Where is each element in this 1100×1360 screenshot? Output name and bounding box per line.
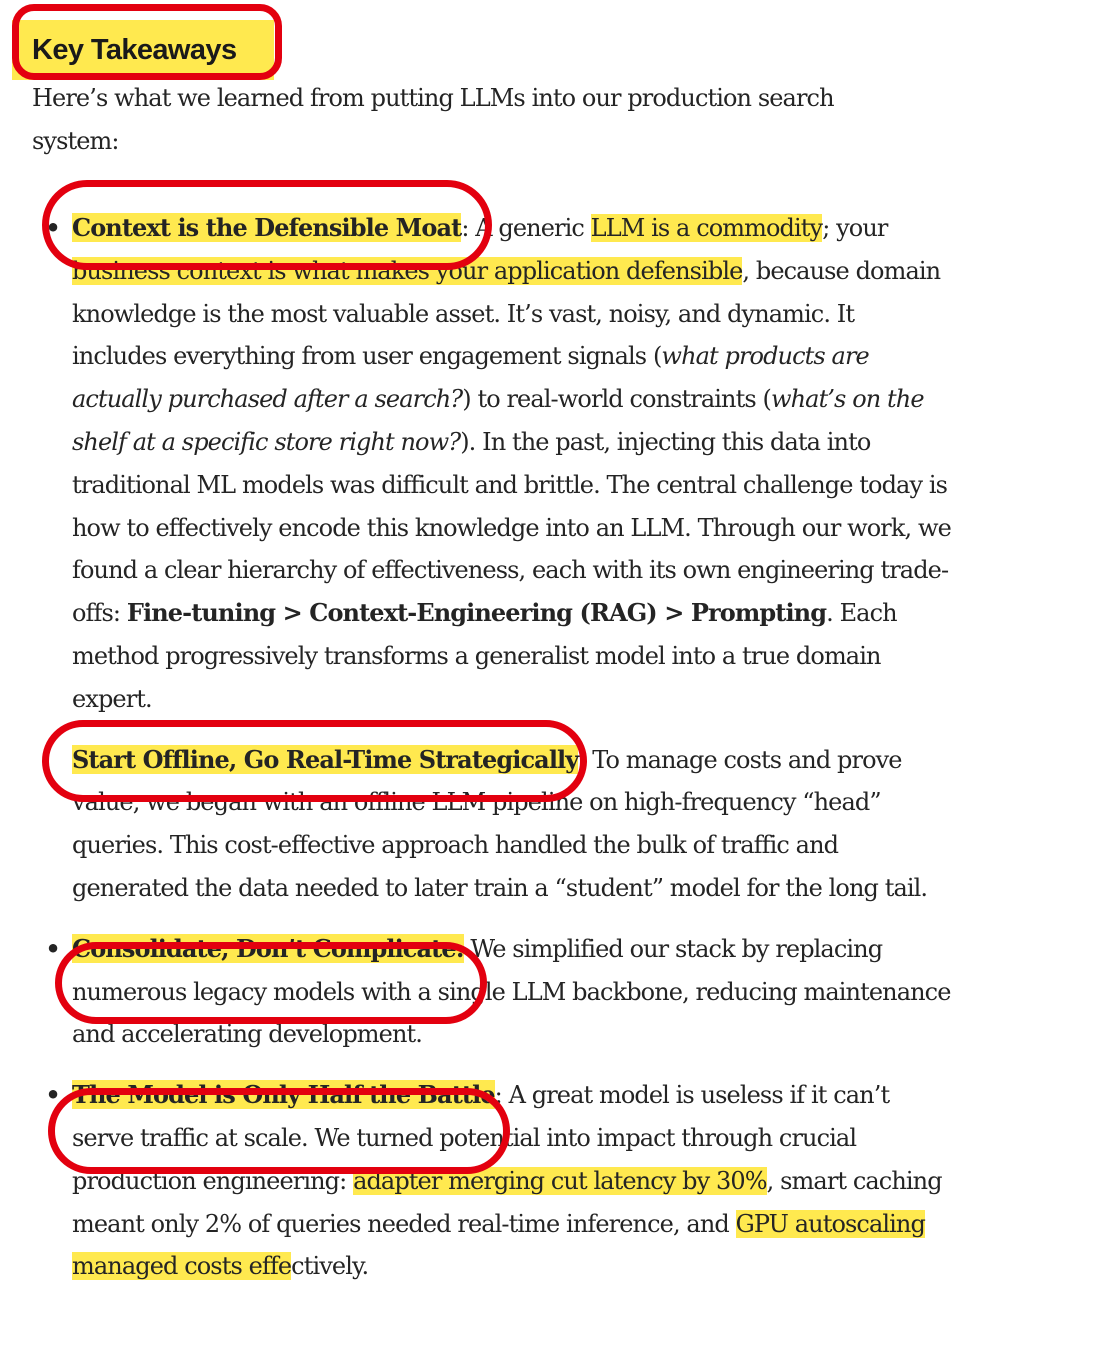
takeaway-text: To manage costs and prove value, we began with an offline LLM pipeline on high-frequency “head” queries. This cost-effective approach handled the bulk of traffic and generated the data needed to later train a “student” model for the long tail. [72,745,928,902]
heading-block [12,6,274,78]
takeaway-lead: The Model is Only Half the Battle [72,1080,495,1110]
intro-paragraph: Here’s what we learned from putting LLMs into our production search system: [32,84,834,155]
takeaway-item-model [45,1074,952,1288]
bullet-icon: • [45,934,61,963]
highlighted-phrase: LLM is a commodity [590,214,823,242]
bullet-icon: • [45,214,61,242]
italic-example: what’s on the shelf at a specific store right now? [72,385,924,456]
takeaways-list [45,207,952,1306]
lead-colon: : [578,745,593,774]
takeaway-text: . Each method progressively transforms a generalist model into a true domain expert. [72,599,897,713]
takeaway-text: ; your [822,214,888,242]
takeaway-lead: Consolidate, Don’t Complicate: [72,933,464,963]
takeaway-lead: Context is the Defensible Moat [72,213,462,242]
lead-colon: : [494,1081,509,1110]
bullet-icon: • [45,1081,61,1110]
takeaway-text: , smart caching meant only 2% of queries needed real-time inference, and [72,1166,942,1238]
lead-colon: : [461,214,476,242]
takeaway-text: A great model is useless if it can’t serve traffic at scale. We turned potential into impact through crucial production engineering: [72,1081,890,1195]
takeaway-text: ctively. [291,1252,369,1281]
takeaway-text: A generic [475,214,591,242]
takeaway-item-consolidate [45,928,952,1056]
takeaway-text: ). In the past, injecting this data into traditional ML models was difficult and brittle. The central challenge today is how to effectively encode this knowledge into an LLM. Through our work, we found a clear hierarchy of effectiveness, each with its own engineering trade-offs: [72,427,951,628]
italic-example: what products are actually purchased after a search? [72,342,869,414]
takeaway-item-context [45,207,952,721]
highlighted-phrase: GPU autoscaling managed costs effe [72,1209,925,1281]
takeaway-text: We simplified our stack by replacing numerous legacy models with a single LLM backbone, reducing maintenance and accelerating development. [72,934,951,1049]
takeaway-item-offline [72,739,952,910]
highlighted-phrase: adapter merging cut latency by 30% [353,1166,767,1195]
highlighted-phrase: business context is what makes your application defensible [72,256,743,285]
bold-hierarchy: Fine-tuning > Context-Engineering (RAG) > Prompting [126,598,827,628]
takeaway-lead: Start Offline, Go Real-Time Strategically [72,744,579,774]
takeaway-text: , because domain knowledge is the most valuable asset. It’s vast, noisy, and dynamic. It includes everything from user engagement signals ( [72,256,941,371]
takeaway-text: ) to real-world constraints ( [462,385,771,414]
section-heading: Key Takeaways [32,34,237,66]
